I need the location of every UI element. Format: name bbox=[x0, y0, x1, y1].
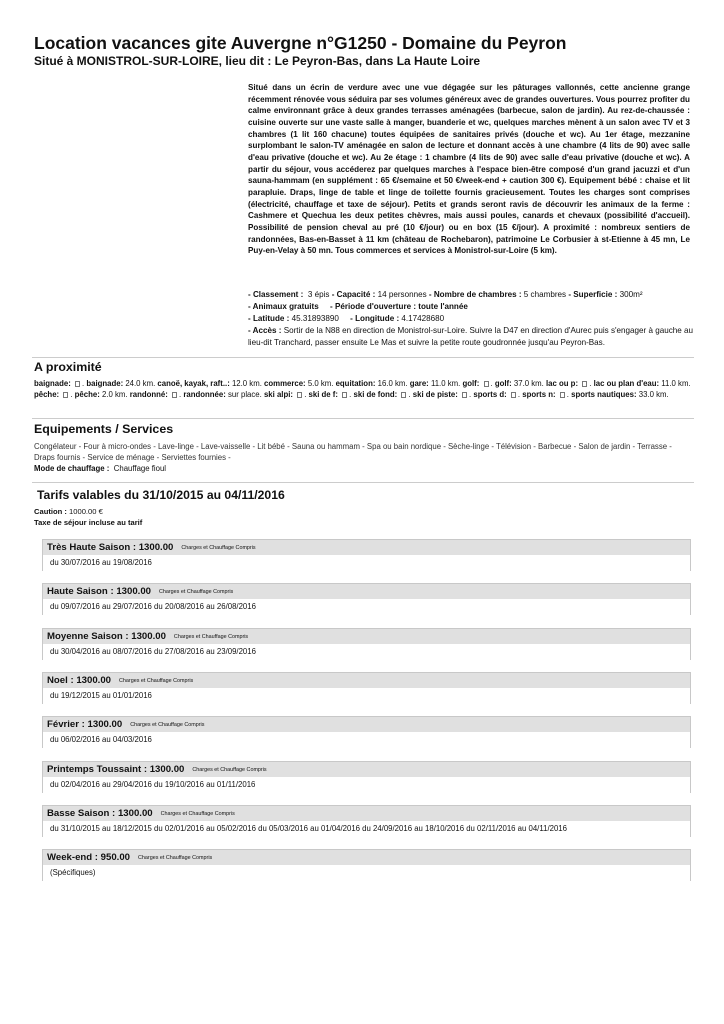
season-name: Moyenne Saison : bbox=[47, 631, 129, 642]
missing-glyph-icon bbox=[75, 381, 80, 387]
proximite-label: ski alpi: bbox=[263, 390, 294, 399]
season-card bbox=[42, 716, 691, 748]
proximite-value: sur place. bbox=[227, 390, 262, 399]
season-dates: du 06/02/2016 au 04/03/2016 bbox=[43, 732, 690, 748]
season-name: Week-end : bbox=[47, 852, 98, 863]
facts-row-1 bbox=[248, 289, 694, 301]
divider bbox=[32, 418, 694, 419]
proximite-label: pêche: bbox=[74, 390, 100, 399]
longitude-value: 4.17428680 bbox=[401, 314, 445, 324]
season-header bbox=[43, 806, 690, 821]
proximite-value: 33.0 km. bbox=[638, 390, 669, 399]
proximite-label: ski de fond: bbox=[353, 390, 398, 399]
missing-glyph-icon bbox=[484, 381, 489, 387]
proximite-value: 37.0 km. bbox=[513, 379, 544, 388]
season-dates: du 30/04/2016 au 08/07/2016 du 27/08/2016 au 23/09/2016 bbox=[43, 644, 690, 660]
season-note: Charges et Chauffage Compris bbox=[138, 855, 213, 861]
equipement-item: Terrasse bbox=[637, 442, 668, 451]
chambres-value: 5 chambres bbox=[523, 290, 567, 299]
season-note: Charges et Chauffage Compris bbox=[181, 545, 256, 551]
season-name: Basse Saison : bbox=[47, 808, 116, 819]
season-card bbox=[42, 849, 691, 881]
proximite-label: canoë, kayak, raft..: bbox=[157, 379, 230, 388]
season-card bbox=[42, 672, 691, 704]
caution-block bbox=[34, 507, 142, 528]
equipement-item: Télévision bbox=[495, 442, 532, 451]
proximite-label: commerce: bbox=[264, 379, 306, 388]
proximite-label: ski de piste: bbox=[412, 390, 458, 399]
season-note: Charges et Chauffage Compris bbox=[192, 767, 267, 773]
equipement-item: Draps fournis bbox=[34, 453, 81, 462]
season-name: Février : bbox=[47, 719, 85, 730]
superficie-label: - Superficie : bbox=[568, 290, 618, 299]
season-card bbox=[42, 628, 691, 660]
season-note: Charges et Chauffage Compris bbox=[173, 634, 249, 640]
caution-row bbox=[34, 507, 142, 518]
chauffage-value: Chauffage fioul bbox=[113, 464, 167, 473]
caution-label: Caution : bbox=[34, 507, 67, 516]
proximite-label: lac ou p: bbox=[545, 379, 579, 388]
season-price: 1300.00 bbox=[131, 631, 166, 642]
acces-value: Sortir de la N88 en direction de Monistrol-sur-Loire. Suivre la D47 en direction d'Aurec puis s'engager à gauche au lieu-dit Tranchard, passer ensuite Le Mas et suivre la petite route goudronnée jusqu'au Peyron-Bas. bbox=[248, 326, 694, 348]
season-note: Charges et Chauffage Compris bbox=[159, 589, 234, 595]
proximite-value: 2.0 km. bbox=[101, 390, 128, 399]
missing-glyph-icon bbox=[511, 392, 516, 398]
equipement-item: Barbecue bbox=[538, 442, 572, 451]
equipement-item: Lave-linge bbox=[157, 442, 194, 451]
chauffage-label: Mode de chauffage : bbox=[34, 464, 110, 473]
equipement-item: Four à micro-ondes bbox=[83, 442, 152, 451]
season-card bbox=[42, 805, 691, 837]
season-name: Noel : bbox=[47, 675, 74, 686]
season-header bbox=[43, 629, 690, 644]
equipements-title: Equipements / Services bbox=[34, 422, 174, 436]
equipement-item: Salon de jardin bbox=[578, 442, 631, 451]
classement-label: - Classement : bbox=[248, 290, 304, 299]
equipement-item: Congélateur bbox=[34, 442, 77, 451]
missing-glyph-icon bbox=[297, 392, 302, 398]
taxe-label: Taxe de séjour incluse au tarif bbox=[34, 517, 143, 527]
season-header bbox=[43, 673, 690, 688]
proximite-label: sports d: bbox=[473, 390, 507, 399]
season-card bbox=[42, 539, 691, 571]
season-price: 1300.00 bbox=[76, 675, 112, 686]
season-dates: du 19/12/2015 au 01/01/2016 bbox=[43, 688, 690, 704]
proximite-value: 16.0 km. bbox=[377, 379, 408, 388]
proximite-value: 5.0 km. bbox=[307, 379, 334, 388]
capacite-value: 14 personnes bbox=[377, 290, 427, 299]
tarifs-title: Tarifs valables du 31/10/2015 au 04/11/2016 bbox=[37, 488, 285, 502]
proximite-value: 11.0 km. bbox=[661, 379, 691, 388]
season-price: 1300.00 bbox=[117, 808, 153, 819]
proximite-label: ski de f: bbox=[308, 390, 338, 399]
latitude-value: 45.31893890 bbox=[291, 314, 339, 324]
divider bbox=[32, 357, 694, 358]
equipement-item: Lave-vaisselle bbox=[200, 442, 251, 451]
season-card bbox=[42, 583, 691, 615]
missing-glyph-icon bbox=[342, 392, 347, 398]
equipement-item: Sèche-linge bbox=[447, 442, 490, 451]
capacite-label: - Capacité : bbox=[331, 290, 376, 299]
acces-label: - Accès : bbox=[248, 326, 282, 336]
missing-glyph-icon bbox=[582, 381, 587, 387]
latitude-label: - Latitude : bbox=[248, 314, 290, 324]
superficie-value: 300m² bbox=[619, 290, 643, 299]
proximite-list: baignade: . baignade: 24.0 km. canoë, kayak, raft..: 12.0 km. commerce: 5.0 km. equitation: 16.0 km. gare: 11.0 km. golf: . golf: 37.0 km. lac ou p: . lac ou plan d'eau: 11.0 km. pêche: . pêche: 2.0 km. randonné: . randonnée: sur place. ski alpi: . ski de f: . ski de fond: . ski de piste: . sports d: . sports n: . sports nautiques: 33.0 km. bbox=[34, 379, 691, 399]
proximite-label: baignade: bbox=[34, 379, 71, 388]
proximite-label: golf: bbox=[462, 379, 480, 388]
season-header bbox=[43, 717, 690, 732]
proximite-label: lac ou plan d'eau: bbox=[593, 379, 660, 388]
season-price: 1300.00 bbox=[138, 542, 174, 553]
missing-glyph-icon bbox=[172, 392, 177, 398]
season-note: Charges et Chauffage Compris bbox=[119, 678, 194, 684]
property-facts bbox=[248, 289, 694, 349]
season-note: Charges et Chauffage Compris bbox=[130, 722, 205, 728]
proximite-label: equitation: bbox=[335, 379, 376, 388]
season-header bbox=[43, 850, 690, 865]
season-dates: du 02/04/2016 au 29/04/2016 du 19/10/2016 au 01/11/2016 bbox=[43, 777, 690, 793]
missing-glyph-icon bbox=[462, 392, 467, 398]
divider bbox=[32, 482, 694, 483]
equipement-item: Sauna ou hammam bbox=[291, 442, 360, 451]
season-note: Charges et Chauffage Compris bbox=[160, 811, 235, 817]
season-name: Printemps Toussaint : bbox=[47, 764, 148, 775]
season-header bbox=[43, 762, 690, 777]
missing-glyph-icon bbox=[63, 392, 68, 398]
season-price: 1300.00 bbox=[116, 586, 151, 597]
facts-row-2 bbox=[248, 301, 694, 313]
facts-row-3 bbox=[248, 313, 694, 325]
page-title: Location vacances gite Auvergne n°G1250 - Domaine du Peyron bbox=[34, 33, 567, 53]
proximite-label: sports n: bbox=[522, 390, 556, 399]
proximite-label: randonné: bbox=[129, 390, 168, 399]
season-header bbox=[43, 540, 690, 555]
proximite-title: A proximité bbox=[34, 360, 102, 374]
proximite-value: 24.0 km. bbox=[125, 379, 156, 388]
proximite-label: sports nautiques: bbox=[571, 390, 637, 399]
longitude-label: - Longitude : bbox=[350, 314, 400, 324]
chambres-label: - Nombre de chambres : bbox=[428, 290, 522, 299]
season-price: 950.00 bbox=[100, 852, 131, 863]
season-dates: du 09/07/2016 au 29/07/2016 du 20/08/2016 au 26/08/2016 bbox=[43, 599, 690, 615]
equipement-item: Service de ménage bbox=[87, 453, 155, 462]
proximite-value: 12.0 km. bbox=[231, 379, 262, 388]
proximite-label: pêche: bbox=[34, 390, 60, 399]
season-price: 1300.00 bbox=[87, 719, 123, 730]
season-name: Haute Saison : bbox=[47, 586, 114, 597]
facts-row-4 bbox=[248, 325, 694, 349]
season-dates: (Spécifiques) bbox=[43, 865, 690, 881]
animaux-label: - Animaux gratuits bbox=[248, 302, 319, 312]
season-dates: du 31/10/2015 au 18/12/2015 du 02/01/2016 au 05/02/2016 du 05/03/2016 au 01/04/2016 du 24/09/2016 au 18/10/2016 du 02/11/2016 au 04/11/2016 bbox=[43, 821, 690, 837]
chauffage-row bbox=[34, 464, 166, 473]
season-price: 1300.00 bbox=[149, 764, 185, 775]
missing-glyph-icon bbox=[560, 392, 565, 398]
periode-label: - Période d'ouverture : toute l'année bbox=[330, 302, 468, 312]
proximite-label: gare: bbox=[409, 379, 429, 388]
equipement-item: Lit bébé bbox=[257, 442, 285, 451]
proximite-label: golf: bbox=[494, 379, 512, 388]
classement-value: 3 épis bbox=[307, 290, 330, 299]
equipements-list: Congélateur - Four à micro-ondes - Lave-linge - Lave-vaisselle - Lit bébé - Sauna ou hammam - Spa ou bain nordique - Sèche-linge - Télévision - Barbecue - Salon de jardin - Terrasse - Draps fournis - Service de ménage - Serviettes fournies - bbox=[34, 442, 672, 462]
season-name: Très Haute Saison : bbox=[47, 542, 137, 553]
description-text: Situé dans un écrin de verdure avec une vue dégagée sur les pâturages vallonnés, cette ancienne grange récemment rénovée vous séduira par ses volumes généreux avec de grandes ouvertures. Vous pourrez profiter du calme environnant grâce à deux grandes terrasses aménagées (barbecue, salon de jardin). Au rez-de-chaussée : cuisine ouverte sur une vaste salle à manger, buanderie et wc, quelques marches mènent à un salon avec TV et 3 chambres (1 lit 160 chacune) toutes équipées de sanitaires privés (douche et wc). Au 1er étage, mezzanine surplombant le salon-TV aménagée en salon de lecture et donnant accès à une chambre (4 lits de 90) avec salle d'eau privative (douche et wc). Au 2e étage : 1 chambre (4 lits de 90) avec salle d'eau privative (douche et wc). A partir du séjour, vous accéderez par quelques marches à l'espace bien-être composé d'un grand jacuzzi et d'un sauna-hammam (en supplément : 65 €/semaine et 50 €/week-end + caution 300 €). Equipement bébé : chaise et lit parapluie. Draps, linge de table et linge de toilette fournis gracieusement. Toutes les charges sont comprises (électricité, chauffage et taxe de séjour). Petits et grands seront ravis de découvrir les animaux de la ferme : Cashmere et Quechua les deux petites chèvres, mais aussi poules, canards et chevaux (possibilité d'accueil). Possibilité de pension cheval au pré (10 €/jour) ou en box (15 €/jour). A proximité : nombreux sentiers de randonnées, Bas-en-Basset à 11 km (château de Rochebaron), patrimoine Le Corbusier à st-Etienne à 45 mn, Le Puy-en-Velay à 50 mn. Tous commerces et services à Monistrol-sur-Loire (5 km). bbox=[248, 83, 690, 256]
page-subtitle: Situé à MONISTROL-SUR-LOIRE, lieu dit : Le Peyron-Bas, dans La Haute Loire bbox=[34, 54, 481, 68]
season-card bbox=[42, 761, 691, 793]
missing-glyph-icon bbox=[401, 392, 406, 398]
taxe-text bbox=[34, 518, 142, 529]
equipement-item: Serviettes fournies bbox=[161, 453, 227, 462]
proximite-label: randonnée: bbox=[183, 390, 226, 399]
equipement-item: Spa ou bain nordique bbox=[366, 442, 442, 451]
proximite-label: baignade: bbox=[86, 379, 124, 388]
proximite-value: 11.0 km. bbox=[430, 379, 461, 388]
season-header bbox=[43, 584, 690, 599]
season-dates: du 30/07/2016 au 19/08/2016 bbox=[43, 555, 690, 571]
caution-value: 1000.00 € bbox=[69, 507, 103, 516]
